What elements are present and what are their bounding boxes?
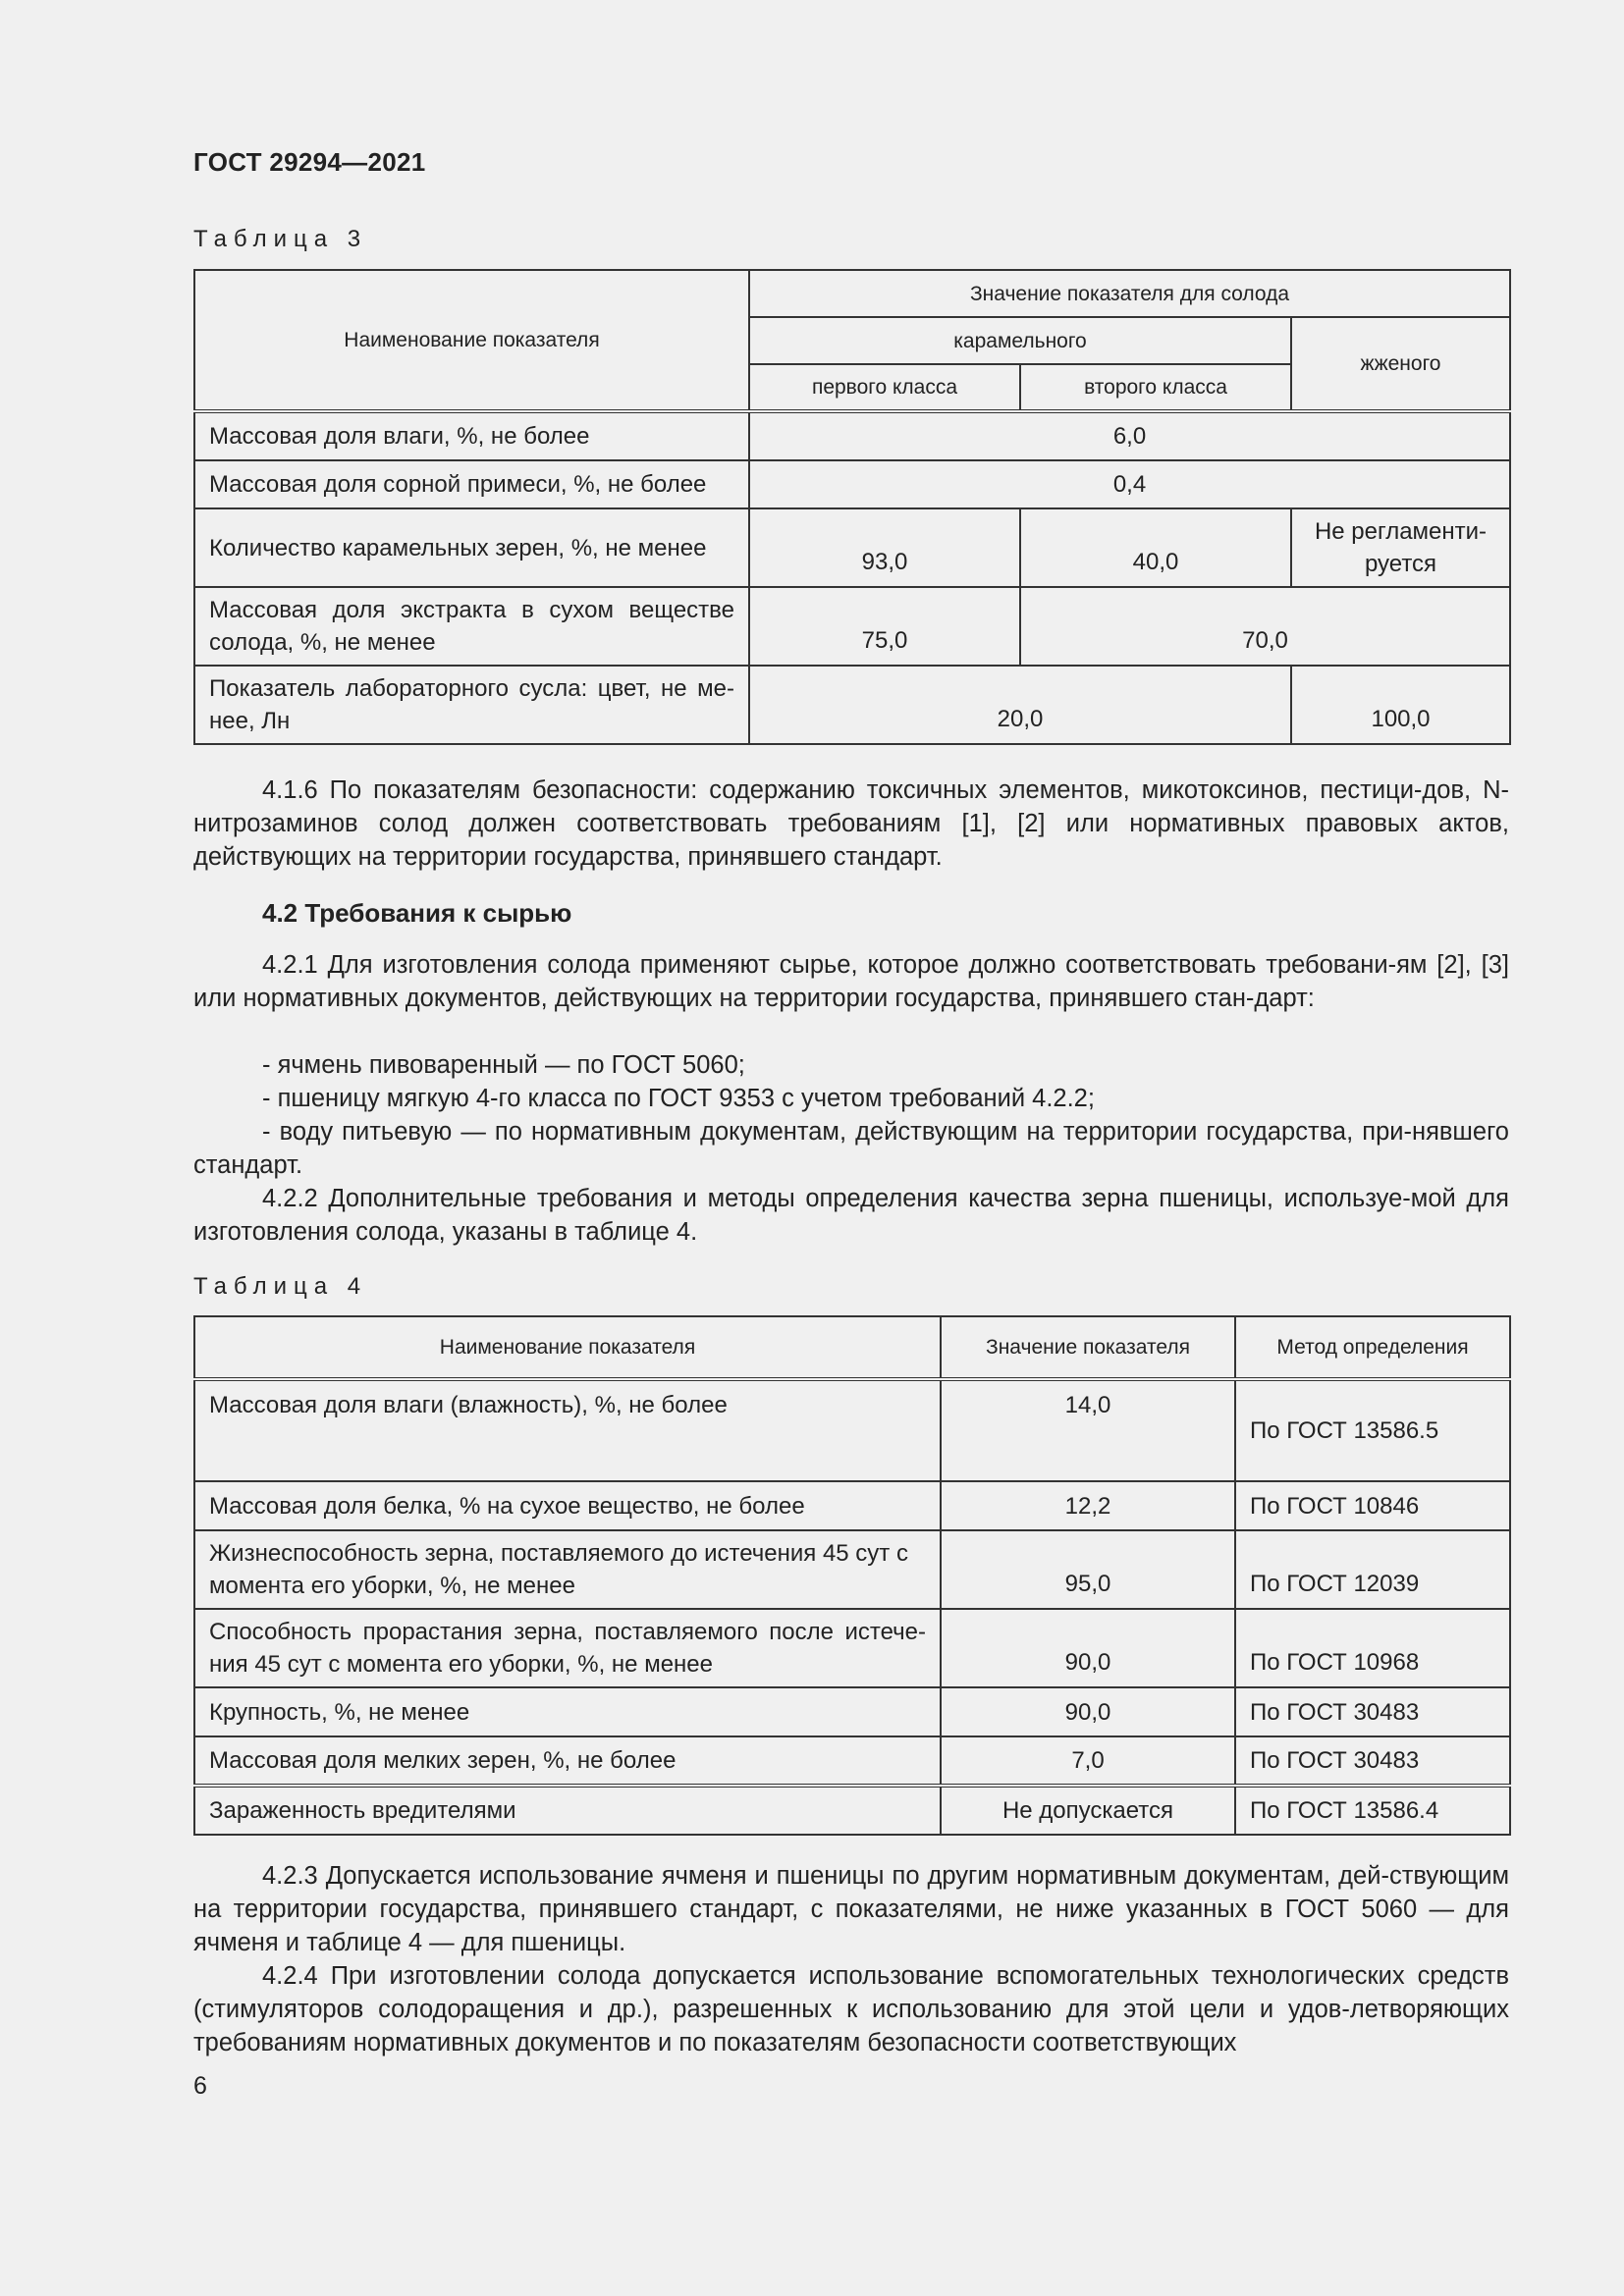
table-row [194, 1736, 1510, 1786]
table4-header-name: Наименование показателя [194, 1316, 941, 1379]
table4-cell-name: Массовая доля влаги (влажность), %, не более [194, 1379, 941, 1481]
table3-cell-value: 75,0 [749, 587, 1020, 666]
table4-cell-value: 90,0 [941, 1687, 1235, 1736]
table4-cell-method: По ГОСТ 30483 [1235, 1687, 1510, 1736]
table-row [194, 411, 1510, 460]
table4-cell-value: 90,0 [941, 1609, 1235, 1687]
table3-cell-value: 93,0 [749, 508, 1020, 587]
table4-cell-name: Массовая доля белка, % на сухое вещество, не более [194, 1481, 941, 1530]
table4-header-method: Метод определения [1235, 1316, 1510, 1379]
list-item: - ячмень пивоваренный — по ГОСТ 5060; [262, 1051, 745, 1079]
table4-cell-value: 7,0 [941, 1736, 1235, 1786]
table4-cell-method: По ГОСТ 30483 [1235, 1736, 1510, 1786]
table3-header-second-class: второго класса [1020, 364, 1291, 411]
table3-cell-value: 6,0 [749, 411, 1510, 460]
table4-cell-value: 95,0 [941, 1530, 1235, 1609]
table3-cell-value: 100,0 [1291, 666, 1510, 744]
table4-cell-method: По ГОСТ 10968 [1235, 1609, 1510, 1687]
page-number: 6 [193, 2072, 207, 2100]
table3-cell-name: Количество карамельных зерен, %, не менее [194, 508, 749, 587]
table4-cell-value: 12,2 [941, 1481, 1235, 1530]
table4-cell-method: По ГОСТ 13586.5 [1235, 1379, 1510, 1481]
table4-cell-name: Массовая доля мелких зерен, %, не более [194, 1736, 941, 1786]
table-row [194, 508, 1510, 587]
table3-cell-value: 0,4 [749, 460, 1510, 508]
table4-cell-name: Крупность, %, не менее [194, 1687, 941, 1736]
table-row [194, 1786, 1510, 1835]
table3-cell-value: 20,0 [749, 666, 1291, 744]
table4-cell-value: 14,0 [941, 1379, 1235, 1481]
table-row [194, 460, 1510, 508]
table3-header-first-class: первого класса [749, 364, 1020, 411]
table-4 [193, 1315, 1511, 1836]
section-heading-4-2: 4.2 Требования к сырью [262, 898, 572, 928]
table3-header-value: Значение показателя для солода [749, 270, 1510, 317]
table4-cell-name: Зараженность вредителями [194, 1786, 941, 1835]
table4-cell-method: По ГОСТ 13586.4 [1235, 1786, 1510, 1835]
table3-cell-name: Показатель лабораторного сусла: цвет, не ме-нее, Лн [194, 666, 749, 744]
table-row [194, 666, 1510, 744]
table4-cell-method: По ГОСТ 10846 [1235, 1481, 1510, 1530]
paragraph-4-2-3: 4.2.3 Допускается использование ячменя и пшеницы по другим нормативным документам, дей-ствующим на территории государства, принявшего стандарт, с показателями, не ниже указанных в ГОСТ 5060 — для ячменя и таблице 4 — для пшеницы. [193, 1862, 1509, 1956]
table-row [194, 1687, 1510, 1736]
table4-caption: Таблица 4 [193, 1273, 368, 1300]
paragraph-4-2-2: 4.2.2 Дополнительные требования и методы определения качества зерна пшеницы, используе-мой для изготовления солода, указаны в таблице 4. [193, 1185, 1509, 1246]
table3-header-caramel: карамельного [749, 317, 1291, 364]
table3-cell-name: Массовая доля сорной примеси, %, не более [194, 460, 749, 508]
paragraph-4-2-1: 4.2.1 Для изготовления солода применяют сырье, которое должно соответствовать требовани-ям [2], [3] или нормативных документов, действующих на территории государства, принявшего стан-дарт: [193, 951, 1509, 1012]
list-item: - пшеницу мягкую 4-го класса по ГОСТ 9353 с учетом требований 4.2.2; [262, 1085, 1095, 1112]
document-header: ГОСТ 29294—2021 [193, 147, 426, 177]
list-item: - воду питьевую — по нормативным документам, действующим на территории государства, при-нявшего стандарт. [193, 1118, 1509, 1179]
paragraph-4-2-4: 4.2.4 При изготовлении солода допускается использование вспомогательных технологических средств (стимуляторов солодоращения и др.), разрешенных к использованию для этой цели и удов-летворяющих требованиям нормативных документов и по показателям безопасности соответствующих [193, 1962, 1509, 2056]
table3-cell-name: Массовая доля экстракта в сухом веществе солода, %, не менее [194, 587, 749, 666]
table4-cell-value: Не допускается [941, 1786, 1235, 1835]
table4-cell-name: Способность прорастания зерна, поставляемого после истече-ния 45 сут с момента его уборки, %, не менее [194, 1609, 941, 1687]
table4-cell-name: Жизнеспособность зерна, поставляемого до истечения 45 сут с момента его уборки, %, не менее [194, 1530, 941, 1609]
table3-header-roasted: жженого [1291, 317, 1510, 411]
table-row [194, 1481, 1510, 1530]
table3-cell-value: 40,0 [1020, 508, 1291, 587]
table-row [194, 587, 1510, 666]
table4-cell-method: По ГОСТ 12039 [1235, 1530, 1510, 1609]
table3-caption: Таблица 3 [193, 226, 368, 252]
table3-cell-value: 70,0 [1020, 587, 1510, 666]
table-row [194, 1379, 1510, 1481]
table-row [194, 1609, 1510, 1687]
paragraph-4-1-6: 4.1.6 По показателям безопасности: содержанию токсичных элементов, микотоксинов, пестици-дов, N-нитрозаминов солод должен соответствовать требованиям [1], [2] или нормативных правовых актов, действующих на территории государства, принявшего стандарт. [193, 776, 1509, 871]
table3-cell-value: Не регламенти-руется [1291, 508, 1510, 587]
table-3 [193, 269, 1511, 745]
table3-cell-name: Массовая доля влаги, %, не более [194, 411, 749, 460]
table-row [194, 1530, 1510, 1609]
table4-header-value: Значение показателя [941, 1316, 1235, 1379]
table3-header-name: Наименование показателя [194, 270, 749, 411]
